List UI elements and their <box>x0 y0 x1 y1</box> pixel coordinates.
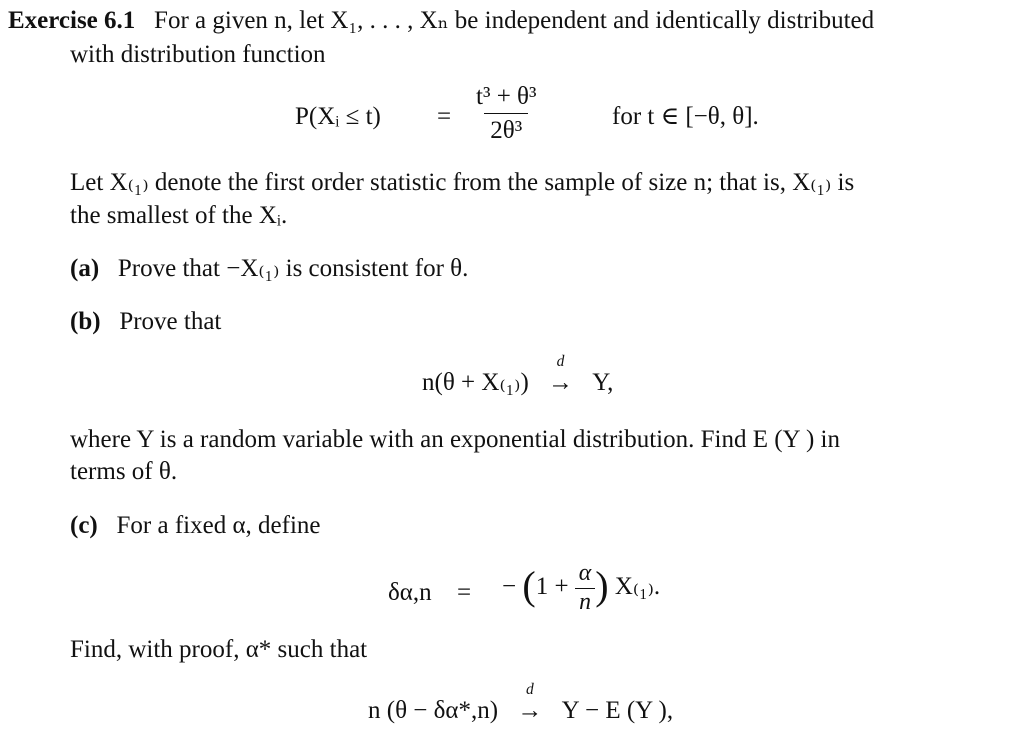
part-c-find: Find, with proof, α* such that <box>70 636 368 663</box>
delta-minus: − <box>502 572 517 600</box>
part-b-expr-lhs: n(θ + X₍₁₎) <box>422 369 529 396</box>
arrow-glyph: → <box>548 369 574 396</box>
part-b-after-line1: where Y is a random variable with an exponential distribution. Find E (Y ) in <box>70 426 840 453</box>
final-arrow-glyph: → <box>517 697 543 724</box>
alpha-over-n <box>575 562 595 615</box>
part-b-display <box>422 353 614 396</box>
part-a-label: (a) <box>70 255 100 282</box>
part-b-after-line2: terms of θ. <box>70 458 178 485</box>
n-denominator: n <box>575 588 595 615</box>
exercise-intro-line2: with distribution function <box>70 41 326 68</box>
delta-rhs <box>502 562 660 615</box>
delta-lhs: δα,n <box>388 579 432 606</box>
final-arrow-label-d: d <box>525 681 534 698</box>
part-c-label: (c) <box>70 512 98 539</box>
cdf-equals: = <box>437 103 452 130</box>
final-converges-arrow <box>517 681 543 724</box>
exercise-intro-line1 <box>8 8 874 33</box>
order-stat-line2: the smallest of the Xᵢ. <box>70 202 288 229</box>
part-a-text: Prove that −X₍₁₎ is consistent for θ. <box>117 255 469 282</box>
final-lhs: n (θ − δα*,n) <box>368 697 499 724</box>
arrow-label-d: d <box>556 353 565 370</box>
left-paren: ( <box>522 562 536 608</box>
part-c-final <box>368 681 674 724</box>
cdf-domain: for t ∈ [−θ, θ]. <box>612 103 759 130</box>
final-rhs: Y − E (Y ), <box>561 697 674 724</box>
part-b-text: Prove that <box>119 308 222 335</box>
one-plus: 1 + <box>535 572 569 600</box>
part-b-expr-rhs: Y, <box>592 369 614 396</box>
part-b <box>70 309 221 334</box>
exercise-intro-text: For a given n, let X₁, . . . , Xₙ be independent and identically distributed <box>154 7 875 34</box>
part-c <box>70 513 321 538</box>
converges-in-distribution-arrow <box>548 353 574 396</box>
x1-term: X₍₁₎. <box>614 572 661 600</box>
alpha-numerator: α <box>578 560 592 586</box>
part-c-text: For a fixed α, define <box>116 512 321 539</box>
part-b-label: (b) <box>70 308 101 335</box>
cdf-numerator: t³ + θ³ <box>476 83 537 110</box>
cdf-denominator: 2θ³ <box>484 113 528 143</box>
exercise-label: Exercise 6.1 <box>8 7 136 34</box>
cdf-fraction <box>470 84 543 143</box>
delta-equals: = <box>457 579 472 606</box>
order-stat-line1: Let X₍₁₎ denote the first order statistic from the sample of size n; that is, X₍₁₎ is <box>70 169 855 196</box>
cdf-lhs: P(Xᵢ ≤ t) <box>295 103 381 130</box>
right-paren: ) <box>595 562 609 608</box>
part-a <box>70 256 468 281</box>
